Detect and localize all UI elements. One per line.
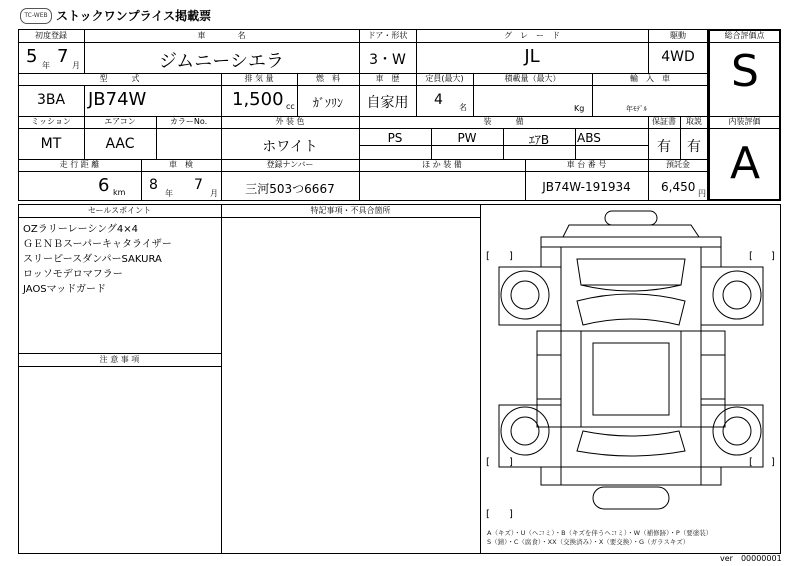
sales-points-label: セールスポイント — [87, 206, 152, 215]
deposit-label: 預託金 — [666, 160, 690, 169]
list-item: ロッソモデロマフラー — [23, 269, 123, 280]
bracket-bottom-center: [ — [486, 509, 490, 520]
rear-glass — [577, 431, 685, 456]
list-item: スリーピースダンパーSAKURA — [23, 254, 162, 265]
other-equipment-label: ほ か 装 備 — [422, 160, 462, 169]
legend-line-2: S（錆）・C（腐食）・XX（交換済み）・X（要交換）・G（ガラスキズ） — [487, 538, 690, 546]
drive-value: 4WD — [661, 49, 695, 65]
rear-bumper — [541, 467, 721, 485]
inspection-month-unit: 月 — [210, 189, 218, 198]
deposit-unit: 円 — [698, 189, 706, 198]
mileage-unit: km — [113, 188, 126, 197]
tc-web-logo: TC-WEB — [20, 8, 52, 24]
first-reg-year: 5 — [26, 46, 38, 67]
import-note: 年ﾓﾃﾞﾙ — [626, 105, 647, 113]
legend-line-1: A（キズ）・U（ヘコミ）・B（キズを伴うヘコミ）・W（補修跡）・P（要塗装） — [487, 529, 713, 537]
capacity-value: 4 — [434, 92, 443, 108]
bracket-left-bottom-close: ] — [509, 457, 513, 468]
rear-left-wheel — [501, 407, 549, 455]
displacement-unit: cc — [286, 102, 295, 111]
load-unit: Kg — [574, 104, 585, 113]
chassis-no-label: 車 台 番 号 — [566, 160, 607, 169]
first-reg-month-unit: 月 — [72, 61, 80, 70]
bracket-left-top-close: ] — [509, 251, 513, 262]
bracket-left-top: [ — [486, 251, 490, 262]
rear-spare-tire — [593, 487, 669, 509]
version-label: ver 00000001 — [720, 554, 782, 563]
mission-value: MT — [40, 136, 62, 152]
warranty-label: 保証書 — [652, 117, 676, 126]
front-right-wheel — [713, 271, 761, 319]
interior-score-value: A — [729, 138, 761, 189]
car-damage-diagram — [481, 205, 780, 525]
plate-label: 登録ナンバー — [266, 160, 314, 169]
bracket-right-bottom: [ — [749, 457, 753, 468]
notes-label: 注 意 事 項 — [99, 355, 140, 364]
usage-value: 自家用 — [366, 95, 409, 111]
remarks-label: 特記事項・不具合箇所 — [310, 206, 391, 215]
interior-score-label: 内装評価 — [728, 117, 761, 126]
bracket-left-bottom: [ — [486, 457, 490, 468]
displacement-value: 1,500 — [232, 89, 284, 110]
manual-label: 取説 — [686, 117, 702, 126]
deposit-value: 6,450 — [661, 180, 696, 194]
drive-label: 駆動 — [670, 31, 686, 40]
aircon-value: AAC — [105, 136, 135, 152]
equipment-abs: ABS — [577, 131, 601, 145]
total-score-value: S — [731, 46, 759, 97]
bracket-right-top: [ — [749, 251, 753, 262]
bracket-bottom-center-close: ] — [509, 509, 513, 520]
equipment-ps: PS — [387, 131, 403, 145]
windshield — [577, 294, 685, 325]
car-name-value: ジムニーシエラ — [159, 51, 284, 72]
import-label: 輸 入 車 — [630, 74, 670, 83]
page-title: ストックワンプライス掲載票 — [56, 9, 212, 23]
sales-points-list — [23, 222, 172, 297]
inspection-year: 8 — [149, 177, 158, 193]
hood — [577, 259, 685, 285]
list-item: OZラリーレーシング4×4 — [23, 224, 138, 235]
first-reg-label: 初度登録 — [35, 31, 67, 40]
car-name-label: 車 名 — [197, 31, 246, 40]
bracket-right-bottom-close: ] — [771, 457, 775, 468]
warranty-value: 有 — [657, 139, 671, 155]
equipment-label: 装 備 — [483, 117, 524, 126]
equipment-airbag: ｴｱB — [528, 133, 550, 147]
list-item: JAOSマッドガード — [23, 284, 106, 295]
spare-tire — [605, 211, 657, 225]
manual-value: 有 — [687, 139, 701, 155]
right-door — [681, 331, 701, 427]
front-bumper — [541, 237, 721, 247]
mileage-value: 6 — [98, 175, 110, 196]
capacity-label: 定員(最大) — [425, 74, 464, 83]
usage-label: 車 歴 — [375, 74, 400, 83]
roof — [581, 331, 681, 427]
fuel-label: 燃 料 — [316, 74, 340, 83]
color-no-label: カラーNo. — [169, 117, 208, 126]
model-prefix-value: 3BA — [36, 92, 66, 108]
inspection-year-unit: 年 — [165, 189, 173, 198]
front-left-fender — [541, 247, 561, 267]
front-right-fender — [701, 247, 721, 267]
total-score-label: 総合評価点 — [724, 31, 765, 40]
exterior-color-label: 外 装 色 — [275, 117, 305, 126]
first-reg-year-unit: 年 — [42, 61, 50, 70]
fuel-value: ｶﾞｿﾘﾝ — [312, 96, 343, 110]
body-outline — [561, 247, 701, 485]
mileage-label: 走 行 距 離 — [59, 160, 100, 169]
aircon-label: エアコン — [104, 117, 136, 126]
left-door — [561, 331, 581, 427]
displacement-label: 排 気 量 — [244, 74, 274, 83]
front-left-wheel — [501, 271, 549, 319]
inspection-label: 車 検 — [169, 160, 193, 169]
chassis-no-value: JB74W-191934 — [542, 180, 631, 194]
mission-label: ミッション — [31, 117, 71, 126]
model-label: 型 式 — [99, 74, 140, 83]
plate-value: 三河503つ6667 — [245, 182, 335, 196]
inspection-month: 7 — [194, 177, 203, 193]
rear-right-wheel — [713, 407, 761, 455]
damage-legend — [487, 529, 712, 547]
grade-value: JL — [524, 46, 540, 67]
list-item: ＧＥＮＢスーパーキャタライザー — [23, 239, 172, 250]
exterior-color-value: ホワイト — [262, 139, 318, 155]
equipment-pw: PW — [457, 131, 477, 145]
grade-label: グ レ ー ド — [504, 31, 560, 40]
bracket-right-top-close: ] — [771, 251, 775, 262]
door-shape-value: 3・W — [369, 52, 406, 68]
door-shape-label: ドア・形状 — [367, 31, 408, 40]
load-label: 積載量（最大） — [504, 74, 561, 83]
model-value: JB74W — [88, 89, 147, 110]
first-reg-month: 7 — [57, 46, 69, 67]
capacity-unit: 名 — [459, 103, 467, 112]
